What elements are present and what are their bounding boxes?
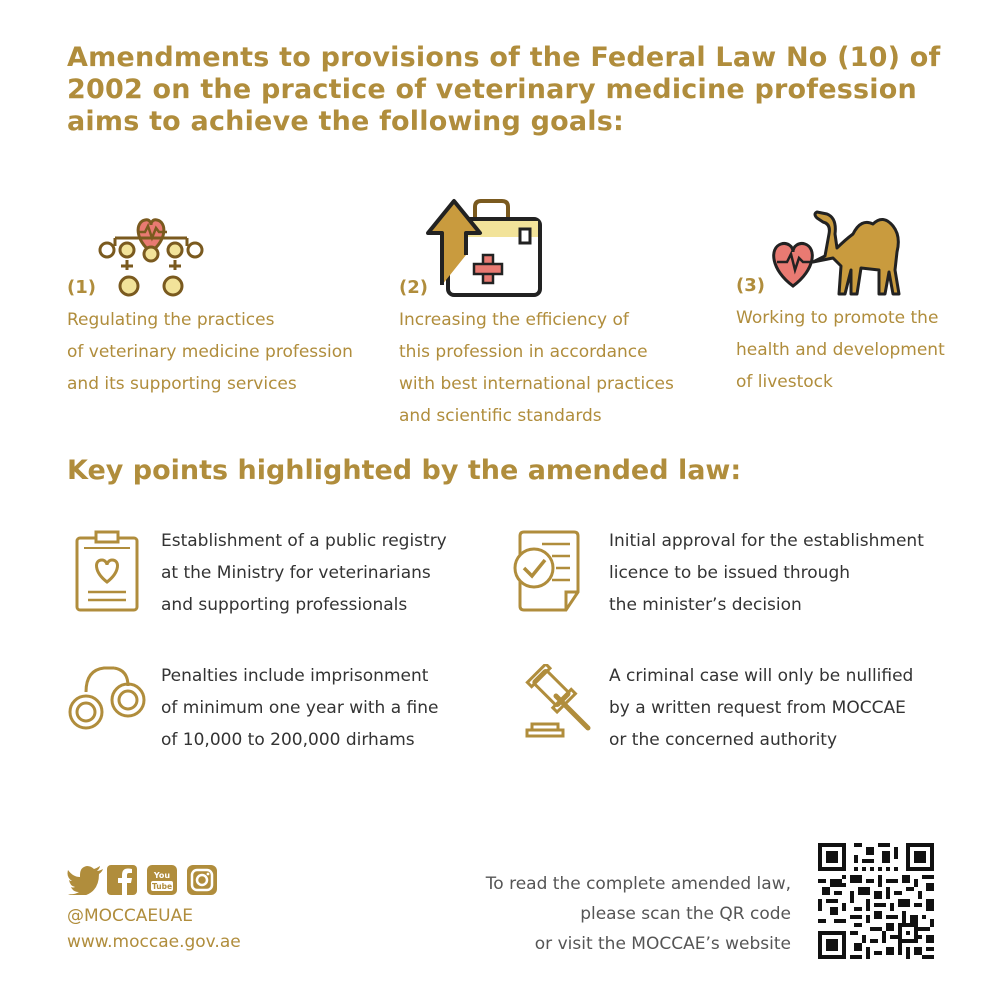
qr-code[interactable] <box>818 843 934 959</box>
gavel-icon <box>522 664 598 740</box>
clipboard-heart-icon <box>74 530 140 612</box>
goal-text: Increasing the efficiency of this profession in accordance with best international practices and scientific standards <box>399 310 674 426</box>
document-check-icon <box>512 530 588 612</box>
qr-instructions: To read the complete amended law, please scan the QR code or visit the MOCCAE’s website <box>485 874 791 954</box>
twitter-icon[interactable] <box>67 865 97 895</box>
facebook-icon[interactable] <box>107 865 137 895</box>
handcuffs-icon <box>68 662 148 734</box>
goal-text: Regulating the practices of veterinary medicine profession and its supporting services <box>67 310 353 394</box>
key-point-text: Establishment of a public registry at the Ministry for veterinarians and supporting professionals <box>161 531 447 615</box>
social-handle[interactable]: @MOCCAEUAE <box>67 906 193 926</box>
website-link[interactable]: www.moccae.gov.ae <box>67 932 241 952</box>
key-point-1 <box>161 525 521 621</box>
key-point-4 <box>609 660 969 756</box>
goal-2 <box>399 277 719 432</box>
youtube-label-bottom: Tube <box>151 882 173 891</box>
youtube-label-top: You <box>153 871 171 880</box>
key-point-text: Initial approval for the establishment licence to be issued through the minister’s decision <box>609 531 924 615</box>
goal-number: (3) <box>736 275 765 296</box>
key-point-text: Penalties include imprisonment of minimum one year with a fine of 10,000 to 200,000 dirhams <box>161 666 439 750</box>
instagram-icon[interactable] <box>187 865 217 895</box>
key-point-text: A criminal case will only be nullified by a written request from MOCCAE or the concerned authority <box>609 666 914 750</box>
key-points-heading: Key points highlighted by the amended law: <box>67 455 742 486</box>
goal-number: (2) <box>399 277 428 298</box>
page-title: Amendments to provisions of the Federal Law No (10) of 2002 on the practice of veterinary medicine profession aims to achieve the following goals: <box>67 42 941 137</box>
key-point-3 <box>161 660 521 756</box>
goal-3 <box>736 275 976 398</box>
social-links <box>67 865 217 895</box>
goal-1 <box>67 277 387 400</box>
key-point-2 <box>609 525 969 621</box>
youtube-icon[interactable] <box>147 865 177 895</box>
goal-number: (1) <box>67 277 96 298</box>
goal-text: Working to promote the health and development of livestock <box>736 308 945 392</box>
